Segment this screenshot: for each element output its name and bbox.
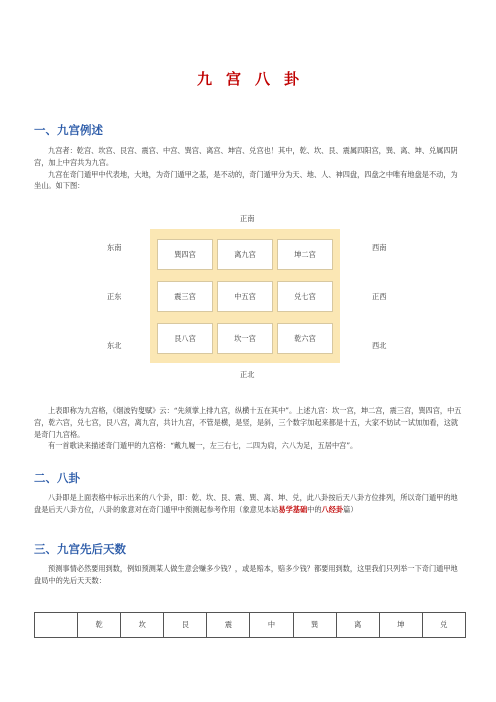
section-heading-eight-trigrams: 二、八卦	[34, 471, 80, 485]
paragraph	[34, 492, 464, 516]
direction-right-bottom: 西北	[372, 341, 387, 350]
paragraph-text: 八卦即是上面表格中标示出来的八个卦，即：乾、坎、艮、震、巽、离、坤、兑，此八卦按后天八卦方位排列，所以奇门遁甲的地盘是后天八卦方位，八卦的象意对在奇门遁甲中预测起参考作用（象意见本站	[34, 493, 458, 514]
palace-cell: 离九宫	[217, 239, 273, 270]
direction-bottom: 正北	[240, 370, 255, 379]
table-cell: 离	[336, 613, 379, 637]
direction-right-middle: 正西	[372, 292, 387, 301]
palace-cell: 兑七宫	[277, 281, 333, 312]
section-heading-numbers: 三、九宫先后天数	[34, 542, 126, 556]
paragraph: 上表即称为九宫格，《烟波钓叟赋》云：“先须掌上排九宫，纵横十五在其中”。上述九宫：坎一宫，坤二宫，震三宫，巽四宫，中五宫，乾六宫，兑七宫，艮八宫，离九宫，共计九宫，不管是横，是竖，是斜，三个数字加起来都是十五，大家不妨试一试加加看，这就是奇门九宫格。	[34, 406, 462, 439]
paragraph: 九宫在奇门遁甲中代表地，大地，为奇门遁甲之基，是不动的，奇门遁甲分为天、地、人、神四盘，四盘之中唯有地盘是不动，为坐山。如下图：	[34, 169, 458, 191]
table-cell: 巽	[293, 613, 336, 637]
link-text: 八经	[321, 504, 336, 514]
nine-palace-grid	[150, 229, 340, 363]
palace-cell: 巽四宫	[157, 239, 213, 270]
direction-top: 正南	[240, 214, 255, 223]
palace-cell: 中五宫	[217, 281, 273, 312]
direction-left-top: 东南	[107, 243, 122, 252]
table-cell: 坤	[379, 613, 422, 637]
palace-cell: 艮八宫	[157, 323, 213, 354]
section-body-eight-trigrams	[34, 492, 464, 516]
paragraph: 九宫者：乾宫、坎宫、艮宫、震宫、中宫、巽宫、离宫、坤宫、兑宫也！其中，乾、坎、艮、震属四阳宫，巽、离、坤、兑属四阴宫，加上中宫共为九宫。	[34, 146, 458, 167]
table-cell: 中	[249, 613, 292, 637]
direction-left-middle: 正东	[107, 292, 122, 301]
table-cell: 坎	[120, 613, 163, 637]
palace-cell: 坎一宫	[217, 323, 273, 354]
section-body-grid-explanation	[34, 405, 464, 452]
table-cell: 兑	[422, 613, 465, 637]
trigram-number-table	[34, 612, 466, 638]
page-title: 九宫八卦	[196, 70, 313, 88]
table-cell	[35, 613, 77, 637]
palace-cell: 坤二宫	[277, 239, 333, 270]
link-text: 卦	[335, 504, 344, 514]
palace-cell: 乾六宫	[277, 323, 333, 354]
link-yixue-jichu[interactable]: 易学基础	[278, 504, 308, 514]
section-body-numbers	[34, 563, 464, 587]
section-body-nine-palaces	[34, 145, 464, 192]
table-cell: 震	[206, 613, 249, 637]
paragraph: 有一首歌诀来描述奇门遁甲的九宫格：“戴九履一，左三右七，二四为肩，六八为足，五居中宫”。	[48, 441, 358, 451]
link-bajing-gua[interactable]	[322, 505, 344, 514]
paragraph-text: 中的	[307, 504, 322, 514]
direction-left-bottom: 东北	[107, 341, 122, 350]
paragraph: 预测事情必然要用到数，例如预测某人做生意会赚多少钱？，或是赔本，赔多少钱？都要用到数，这里我们只列举一下奇门遁甲地盘局中的先后天天数：	[34, 564, 458, 585]
palace-cell: 震三宫	[157, 281, 213, 312]
table-cell: 艮	[163, 613, 206, 637]
table-cell: 乾	[77, 613, 120, 637]
paragraph-text: 篇）	[343, 504, 358, 514]
section-heading-nine-palaces: 一、九宫例述	[34, 123, 103, 137]
direction-right-top: 西南	[372, 243, 387, 252]
